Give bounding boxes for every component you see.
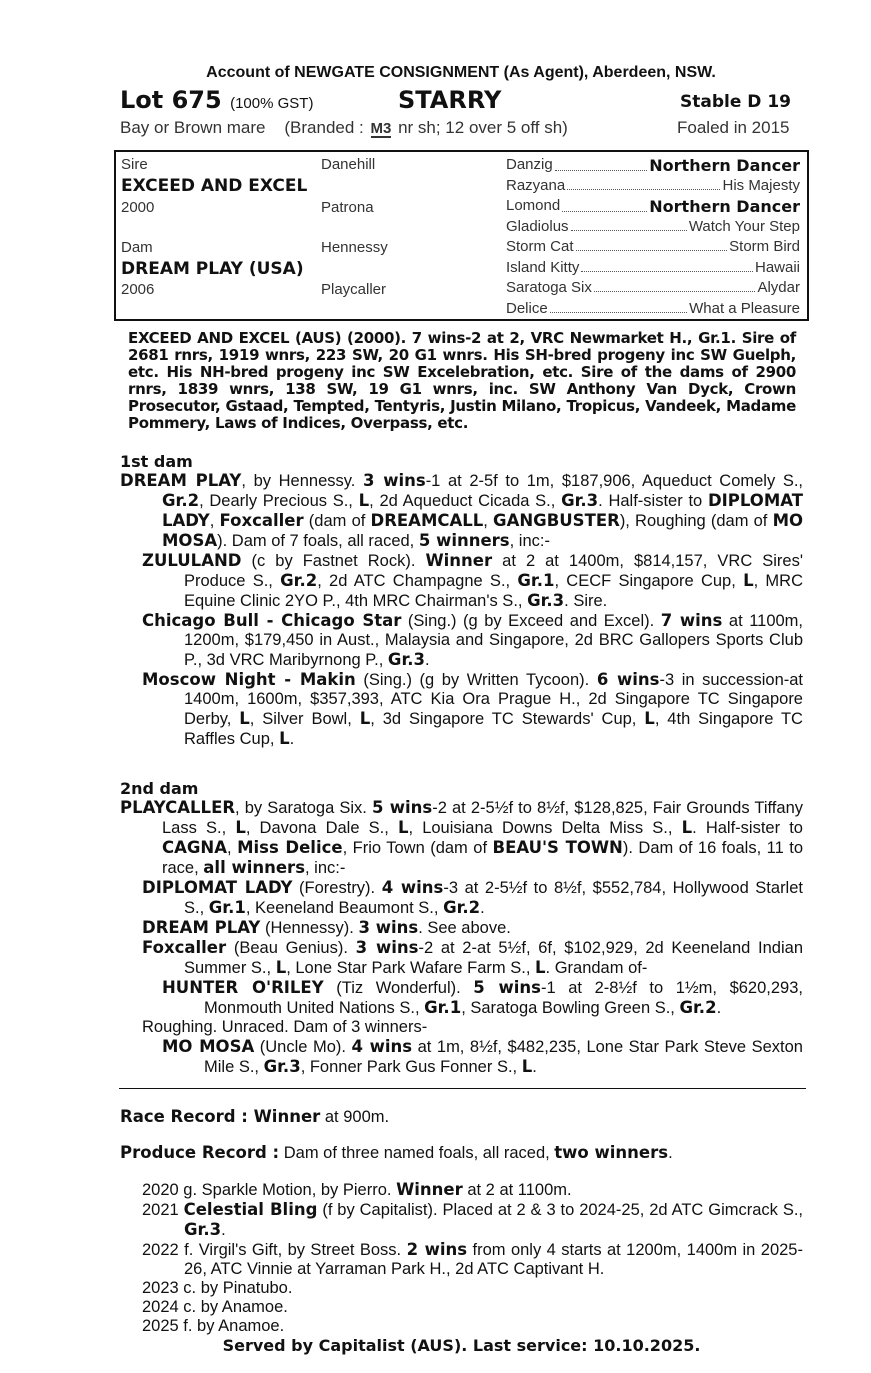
text-run: 3 wins (358, 918, 419, 937)
text-run: Gr.3 (184, 1219, 222, 1239)
progeny-entry (120, 1037, 803, 1077)
dam-year: 2006 (121, 281, 155, 298)
produce-record-line (120, 1143, 803, 1163)
dam-name: DREAM PLAY (USA) (121, 259, 304, 279)
text-run: Gr.3 (263, 1057, 301, 1076)
text-run: , Dearly Precious S., (199, 492, 359, 510)
dam-entry (120, 798, 803, 878)
leader-dots (567, 177, 720, 190)
first-dam-heading: 1st dam (120, 452, 193, 471)
produce-entry (120, 1180, 803, 1200)
text-run: 5 wins (473, 978, 541, 997)
ancestor-sire: Northern Dancer (649, 197, 800, 216)
text-run: 6 wins (596, 670, 660, 689)
text-run: 2020 g. Sparkle Motion, by Pierro. (142, 1180, 397, 1199)
produce-record-heading (120, 1143, 803, 1163)
text-run: 2021 (142, 1200, 184, 1219)
sire-dam: Patrona (321, 199, 374, 216)
dam-sire: Hennessy (321, 239, 388, 256)
dam-label: Dam (121, 239, 153, 256)
text-run: ). Dam of 7 foals, all raced, (217, 532, 419, 550)
text-run: MO MOSA (162, 511, 804, 550)
text-run: Chicago Bull - Chicago Star (142, 611, 402, 630)
first-dam-entries (120, 471, 803, 749)
ancestor-name: Razyana (506, 176, 566, 194)
text-run: L (535, 958, 546, 977)
text-run: , (483, 512, 494, 530)
lot-number (120, 86, 313, 114)
text-run: 2025 f. by Anamoe. (142, 1316, 285, 1335)
text-run: Gr.2 (280, 571, 318, 590)
progeny-entry (120, 978, 803, 1018)
text-run: , inc:- (509, 532, 550, 550)
ancestor-row (506, 218, 800, 235)
gst-note: (100% GST) (230, 95, 314, 112)
text-run: L (279, 729, 290, 748)
text-run: , Davona Dale S., (245, 819, 398, 837)
text-run: all winners (203, 858, 306, 877)
text-run: , 2d Aqueduct Cicada S., (369, 492, 562, 510)
text-run: Gr.1 (517, 571, 555, 590)
produce-entry (120, 1200, 803, 1240)
text-run: -1 at 2-8½f to 1½m, $620,293, Monmouth United Nations S., (204, 979, 803, 1017)
text-run: , by Saratoga Six. (235, 799, 372, 817)
text-run: , CECF Singapore Cup, (554, 572, 744, 590)
text-run: . (716, 999, 722, 1017)
text-run: GANGBUSTER (493, 511, 620, 530)
text-run: 3 wins (362, 471, 426, 490)
text-run: from only 4 starts at 1200m, 1400m in 2025-26, ATC Vinnie at Yarraman Park H., 2d ATC Captivant H. (184, 1240, 803, 1278)
ancestor-sire: What a Pleasure (689, 299, 800, 317)
records-section (120, 1090, 803, 1355)
divider (119, 1088, 806, 1089)
leader-dots (555, 156, 648, 171)
text-run: L (239, 709, 250, 728)
ancestor-sire: Northern Dancer (649, 156, 800, 175)
produce-record-list (120, 1180, 803, 1336)
stable-label: Stable D 19 (680, 92, 791, 112)
ancestor-name: Island Kitty (506, 258, 580, 276)
ancestor-sire: Watch Your Step (688, 217, 800, 235)
text-run: two winners (554, 1143, 669, 1162)
last-service: Served by Capitalist (AUS). Last service: 10.10.2025. (222, 1335, 701, 1355)
text-run: Winner (425, 551, 493, 570)
text-run: at 900m. (320, 1107, 390, 1126)
progeny-entry (120, 1018, 803, 1037)
dam-dam: Playcaller (321, 281, 387, 298)
text-run: (c by Fastnet Rock). (241, 552, 426, 570)
text-run: L (359, 709, 371, 728)
ancestor-row (506, 259, 800, 276)
text-run: . (289, 730, 295, 748)
text-run: at 2 at 1100m. (462, 1180, 572, 1199)
race-record (120, 1107, 803, 1127)
progeny-entry (120, 551, 803, 611)
sire-label: Sire (121, 156, 148, 173)
text-run: L (681, 818, 693, 837)
horse-name: STARRY (398, 86, 502, 114)
text-run: Gr.2 (162, 491, 200, 510)
text-run: (Hennessy). (260, 919, 359, 937)
second-dam-entries (120, 798, 803, 1077)
text-run: (Uncle Mo). (254, 1038, 352, 1056)
text-run: 5 winners (418, 531, 510, 550)
text-run: , Louisiana Downs Delta Miss S., (408, 819, 682, 837)
text-run: Produce Record : (120, 1143, 280, 1162)
text-run: DIPLOMAT LADY (162, 491, 803, 530)
text-run: , inc:- (305, 859, 346, 877)
text-run: , Lone Star Park Wafare Farm S., (286, 959, 536, 977)
leader-dots (571, 218, 687, 231)
text-run: BEAU'S TOWN (492, 838, 623, 857)
text-run: ). Dam of 16 foals, 11 to race, (162, 839, 803, 877)
ancestor-sire: Storm Bird (729, 238, 800, 255)
text-run: ZULULAND (142, 551, 242, 570)
text-run: L (521, 1057, 533, 1076)
ancestor-name: Gladiolus (506, 217, 569, 235)
text-run: . Grandam of- (545, 959, 648, 977)
ancestor-row (506, 197, 800, 216)
text-run: DIPLOMAT LADY (142, 878, 293, 897)
text-run: L (743, 571, 754, 590)
text-run: (Tiz Wonderful). (323, 979, 474, 997)
dam-entry (120, 471, 803, 551)
text-run: , Silver Bowl, (249, 710, 360, 728)
text-run: , 3d Singapore TC Stewards' Cup, (370, 710, 645, 728)
text-run: HUNTER O'RILEY (162, 978, 324, 997)
text-run: PLAYCALLER (120, 798, 236, 817)
text-run: . (425, 651, 430, 669)
ancestor-row (506, 238, 800, 255)
text-run: , Keeneland Beaumont S., (245, 899, 444, 917)
text-run: Foxcaller (142, 938, 227, 957)
produce-entry (120, 1317, 803, 1336)
produce-entry (120, 1298, 803, 1317)
text-run: L (275, 958, 287, 977)
sire-summary: EXCEED AND EXCEL (AUS) (2000). 7 wins-2 at 2, VRC Newmarket H., Gr.1. Sire of 2681 rnrs, 1919 wnrs, 223 SW, 20 G1 wnrs. His SH-bred progeny inc SW Guelph, etc. His NH-bred progeny inc SW Excelebration, etc. Sire of the dams of 2900 rnrs, 1839 wnrs, 138 SW, 19 G1 wnrs, inc. SW Anthony Van Dyck, Crown Prosecutor, Gstaad, Tempted, Tentyris, Justin Milano, Tropicus, Vandeek, Madame Pommery, Laws of Indices, Overpass, etc. (128, 329, 796, 432)
text-run: (f by Capitalist). Placed at 2 & 3 to 2024-25, 2d ATC Gimcrack S., (317, 1200, 803, 1219)
text-run: , Fonner Park Gus Fonner S., (300, 1058, 522, 1076)
leader-dots (550, 300, 687, 313)
description-post: nr sh; 12 over 5 off sh) (393, 118, 568, 137)
text-run: Gr.3 (387, 650, 425, 669)
brand-mark-icon: M3 (370, 120, 392, 137)
text-run: , Frio Town (dam of (342, 839, 493, 857)
text-run: ), Roughing (dam of (619, 512, 773, 530)
text-run: . Half-sister to (692, 819, 803, 837)
text-run: Dam of three named foals, all raced, (279, 1144, 555, 1162)
text-run: 4 wins (351, 1037, 413, 1056)
text-run: 4 wins (381, 878, 444, 897)
text-run: Gr.1 (424, 998, 462, 1017)
text-run: , (209, 512, 220, 530)
ancestor-row (506, 156, 800, 175)
sire-name: EXCEED AND EXCEL (121, 176, 308, 196)
text-run: Gr.3 (561, 491, 599, 510)
race-record-line (120, 1107, 803, 1127)
text-run: 2023 c. by Pinatubo. (142, 1278, 293, 1297)
text-run: Moscow Night - Makin (142, 670, 356, 689)
progeny-entry (120, 938, 803, 978)
first-dam-section (120, 452, 803, 749)
progeny-entry (120, 878, 803, 918)
description-pre: Bay or Brown mare (Branded : (120, 118, 369, 137)
text-run: , MRC Equine Clinic 2YO P., 4th MRC Chairman's S., (184, 572, 803, 610)
horse-description (120, 118, 568, 138)
lot-label: Lot 675 (120, 86, 222, 114)
text-run: -3 in succession-at 1400m, 1600m, $357,393, ATC Kia Ora Prague H., 2d Singapore TC Singapore Derby, (184, 671, 803, 728)
sire-year: 2000 (121, 199, 155, 216)
text-run: , Saratoga Bowling Green S., (461, 999, 680, 1017)
second-dam-section (120, 779, 803, 1077)
text-run: at 1100m, 1200m, $179,450 in Aust., Malaysia and Singapore, 2d BRC Gallopers Sports Club P., 3d VRC Maribyrnong P., (184, 612, 804, 669)
second-dam-heading: 2nd dam (120, 779, 199, 798)
text-run: DREAM PLAY (142, 918, 261, 937)
text-run: , (227, 839, 238, 857)
ancestor-sire: His Majesty (722, 176, 800, 194)
ancestor-name: Saratoga Six (506, 279, 592, 296)
ancestor-row (506, 177, 800, 194)
sire-sire: Danehill (321, 156, 376, 173)
ancestor-sire: Hawaii (754, 258, 800, 276)
text-run: . (480, 899, 485, 917)
ancestor-row (506, 279, 800, 296)
text-run: at 1m, 8½f, $482,235, Lone Star Park Steve Sexton Mile S., (204, 1038, 803, 1076)
text-run: Gr.3 (527, 591, 565, 610)
leader-dots (594, 279, 756, 292)
text-run: , by Hennessy. (241, 472, 363, 490)
text-run: Roughing. Unraced. Dam of 3 winners- (142, 1018, 428, 1036)
ancestor-name: Danzig (506, 156, 553, 173)
text-run: 7 wins (660, 611, 723, 630)
text-run: . (221, 1220, 226, 1239)
leader-dots (581, 259, 753, 272)
text-run: Gr.2 (443, 898, 481, 917)
ancestor-row (506, 300, 800, 317)
text-run: (Beau Genius). (226, 939, 356, 957)
text-run: 2022 f. Virgil's Gift, by Street Boss. (142, 1240, 407, 1259)
text-run: . Sire. (564, 592, 608, 610)
text-run: , 4th Singapore TC Raffles Cup, (184, 710, 803, 748)
text-run: Gr.1 (208, 898, 246, 917)
text-run: . (532, 1058, 537, 1076)
text-run: (Sing.) (g by Written Tycoon). (355, 671, 597, 689)
text-run: L (644, 709, 655, 728)
text-run: -1 at 2-5f to 1m, $187,906, Aqueduct Comely S., (425, 472, 804, 490)
progeny-entry (120, 918, 803, 938)
produce-entry (120, 1279, 803, 1298)
account-line: Account of NEWGATE CONSIGNMENT (As Agent), Aberdeen, NSW. (206, 64, 716, 81)
text-run: MO MOSA (162, 1037, 255, 1056)
text-run: Celestial Bling (183, 1199, 318, 1219)
text-run: 3 wins (355, 938, 419, 957)
progeny-entry (120, 670, 803, 749)
ancestor-sire: Alydar (757, 279, 800, 296)
text-run: DREAM PLAY (120, 471, 242, 490)
text-run: (dam of (303, 512, 371, 530)
text-run: -2 at 2-5½f to 8½f, $128,825, Fair Grounds Tiffany Lass S., (162, 799, 803, 837)
text-run: 2 wins (406, 1239, 468, 1259)
text-run: (Sing.) (g by Exceed and Excel). (401, 612, 661, 630)
text-run: DREAMCALL (370, 511, 484, 530)
produce-entry (120, 1240, 803, 1279)
text-run: at 2 at 1400m, $814,157, VRC Sires' Produce S., (184, 552, 803, 590)
foaled-year: Foaled in 2015 (677, 118, 790, 137)
text-run: (Forestry). (292, 879, 382, 897)
text-run: , 2d ATC Champagne S., (317, 572, 518, 590)
pedigree-table (114, 150, 809, 321)
text-run: . (668, 1144, 673, 1162)
text-run: -3 at 2-5½f to 8½f, $552,784, Hollywood Starlet S., (184, 879, 803, 917)
text-run: 5 wins (371, 798, 433, 817)
text-run: . See above. (418, 919, 511, 937)
leader-dots (562, 197, 647, 212)
text-run: Miss Delice (237, 838, 343, 857)
text-run: L (235, 818, 246, 837)
ancestor-name: Storm Cat (506, 238, 574, 255)
text-run: -2 at 2-at 5½f, 6f, $102,929, 2d Keeneland Indian Summer S., (184, 939, 803, 977)
text-run: Foxcaller (219, 511, 304, 530)
progeny-entry (120, 611, 803, 670)
text-run: . Half-sister to (598, 492, 708, 510)
text-run: 2024 c. by Anamoe. (142, 1297, 288, 1316)
text-run: L (397, 818, 409, 837)
text-run: L (358, 491, 370, 510)
text-run: CAGNA (162, 838, 228, 857)
ancestor-name: Lomond (506, 197, 561, 214)
text-run: Winner (396, 1179, 463, 1199)
text-run: Race Record : Winner (120, 1106, 321, 1126)
leader-dots (576, 238, 728, 251)
ancestor-name: Delice (506, 299, 548, 317)
text-run: Gr.2 (679, 998, 717, 1017)
